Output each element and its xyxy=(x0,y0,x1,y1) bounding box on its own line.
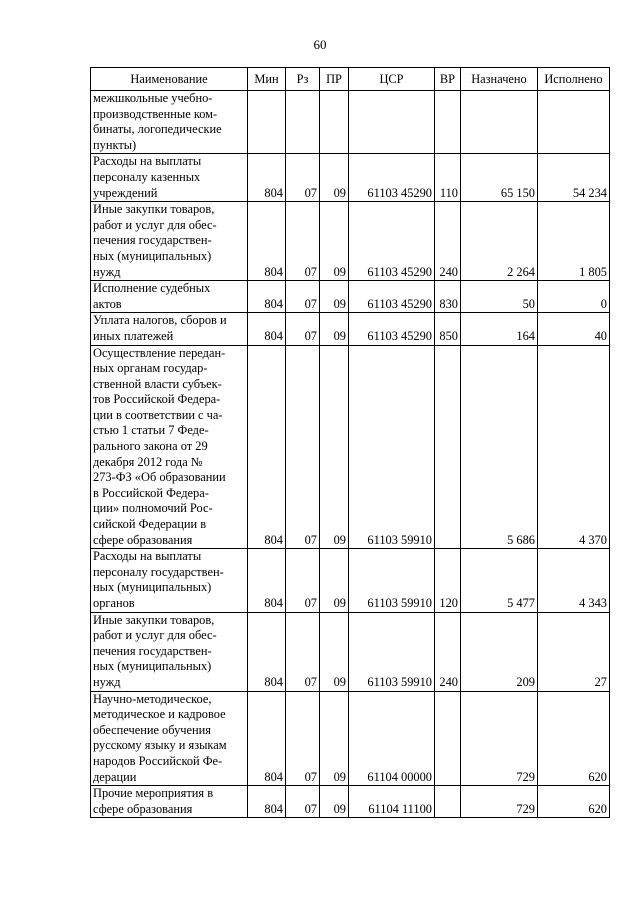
cell-rz: 07 xyxy=(286,549,320,612)
cell-pr: 09 xyxy=(320,549,349,612)
name-line: сийской Федерации в xyxy=(93,517,207,532)
cell-executed: 4 370 xyxy=(538,345,610,549)
page-number: 60 xyxy=(313,37,327,52)
cell-assigned: 50 xyxy=(461,281,538,313)
cell-csr: 61104 00000 xyxy=(349,691,435,786)
cell-executed: 1 805 xyxy=(538,202,610,281)
name-line: обеспечение обучения xyxy=(93,722,211,737)
cell-vr: 110 xyxy=(435,154,461,202)
table-row xyxy=(91,154,610,202)
cell-executed: 620 xyxy=(538,691,610,786)
cell-vr xyxy=(435,345,461,549)
cell-name xyxy=(91,691,248,786)
cell-vr: 240 xyxy=(435,202,461,281)
cell-min: 804 xyxy=(248,313,286,345)
cell-assigned: 2 264 xyxy=(461,202,538,281)
cell-name xyxy=(91,786,248,818)
name-line: персоналу государствен- xyxy=(93,564,224,579)
name-line: межшкольные учебно- xyxy=(93,91,213,105)
cell-rz: 07 xyxy=(286,202,320,281)
name-line: сфере образования xyxy=(93,532,193,547)
name-line: дерации xyxy=(93,769,137,784)
name-line: нужд xyxy=(93,264,121,279)
cell-min: 804 xyxy=(248,154,286,202)
cell-vr xyxy=(435,691,461,786)
name-line: русскому языку и языкам xyxy=(93,738,227,753)
cell-pr: 09 xyxy=(320,612,349,691)
table-row xyxy=(91,786,610,818)
name-line: пункты) xyxy=(93,137,137,152)
cell-min: 804 xyxy=(248,691,286,786)
name-line: работ и услуг для обес- xyxy=(93,628,217,643)
cell-rz: 07 xyxy=(286,691,320,786)
header-vr: ВР xyxy=(435,68,461,91)
cell-csr: 61103 45290 xyxy=(349,281,435,313)
cell-assigned: 65 150 xyxy=(461,154,538,202)
header-name: Наименование xyxy=(91,68,248,91)
cell-name xyxy=(91,549,248,612)
name-line: ции» полномочий Рос- xyxy=(93,501,213,516)
cell-vr xyxy=(435,91,461,154)
cell-csr: 61103 45290 xyxy=(349,313,435,345)
cell-vr: 240 xyxy=(435,612,461,691)
name-line: ных органам государ- xyxy=(93,361,208,376)
cell-name xyxy=(91,612,248,691)
cell-min: 804 xyxy=(248,202,286,281)
cell-min: 804 xyxy=(248,612,286,691)
cell-assigned: 164 xyxy=(461,313,538,345)
name-line: Уплата налогов, сборов и xyxy=(93,313,227,328)
cell-min xyxy=(248,91,286,154)
cell-vr xyxy=(435,786,461,818)
cell-csr: 61103 59910 xyxy=(349,612,435,691)
cell-assigned: 209 xyxy=(461,612,538,691)
cell-name xyxy=(91,154,248,202)
name-line: бинаты, логопедические xyxy=(93,122,222,137)
cell-min: 804 xyxy=(248,786,286,818)
name-line: народов Российской Фе- xyxy=(93,753,223,768)
name-line: Научно-методическое, xyxy=(93,691,212,706)
table-row xyxy=(91,91,610,154)
header-row xyxy=(91,68,610,91)
cell-rz: 07 xyxy=(286,154,320,202)
cell-pr xyxy=(320,91,349,154)
cell-assigned: 5 477 xyxy=(461,549,538,612)
table-body xyxy=(91,91,610,818)
name-line: учреждений xyxy=(93,185,158,200)
name-line: печения государствен- xyxy=(93,643,212,658)
name-line: тов Российской Федера- xyxy=(93,392,221,407)
header-csr: ЦСР xyxy=(349,68,435,91)
cell-rz: 07 xyxy=(286,345,320,549)
name-line: органов xyxy=(93,596,135,610)
cell-name xyxy=(91,345,248,549)
header-min: Мин xyxy=(248,68,286,91)
cell-executed: 4 343 xyxy=(538,549,610,612)
name-line: рального закона от 29 xyxy=(93,439,208,454)
cell-vr: 850 xyxy=(435,313,461,345)
name-line: работ и услуг для обес- xyxy=(93,217,217,232)
name-line: ных (муниципальных) xyxy=(93,248,212,263)
cell-name xyxy=(91,202,248,281)
cell-pr: 09 xyxy=(320,154,349,202)
cell-executed: 620 xyxy=(538,786,610,818)
header-assigned: Назначено xyxy=(461,68,538,91)
cell-csr: 61103 45290 xyxy=(349,202,435,281)
cell-assigned xyxy=(461,91,538,154)
cell-name xyxy=(91,313,248,345)
name-line: Расходы на выплаты xyxy=(93,154,202,169)
cell-csr: 61103 45290 xyxy=(349,154,435,202)
header-executed: Исполнено xyxy=(538,68,610,91)
cell-pr: 09 xyxy=(320,345,349,549)
table-row xyxy=(91,691,610,786)
cell-vr: 120 xyxy=(435,549,461,612)
cell-pr: 09 xyxy=(320,281,349,313)
cell-csr: 61103 59910 xyxy=(349,549,435,612)
name-line: производственные ком- xyxy=(93,106,218,121)
cell-executed xyxy=(538,91,610,154)
table-row xyxy=(91,549,610,612)
name-line: стью 1 статьи 7 Феде- xyxy=(93,423,209,438)
cell-assigned: 729 xyxy=(461,786,538,818)
name-line: Иные закупки товаров, xyxy=(93,612,215,627)
cell-min: 804 xyxy=(248,549,286,612)
name-line: актов xyxy=(93,296,122,311)
cell-rz: 07 xyxy=(286,313,320,345)
cell-name xyxy=(91,281,248,313)
name-line: методическое и кадровое xyxy=(93,707,226,722)
cell-pr: 09 xyxy=(320,786,349,818)
name-line: печения государствен- xyxy=(93,233,212,248)
name-line: Осуществление передан- xyxy=(93,345,226,360)
cell-name xyxy=(91,91,248,154)
name-line: 273-ФЗ «Об образовании xyxy=(93,470,226,485)
name-line: ных (муниципальных) xyxy=(93,659,212,674)
table-row xyxy=(91,202,610,281)
budget-table xyxy=(90,67,610,818)
cell-rz xyxy=(286,91,320,154)
cell-assigned: 5 686 xyxy=(461,345,538,549)
cell-pr: 09 xyxy=(320,691,349,786)
cell-assigned: 729 xyxy=(461,691,538,786)
cell-csr: 61103 59910 xyxy=(349,345,435,549)
cell-min: 804 xyxy=(248,281,286,313)
name-line: ных (муниципальных) xyxy=(93,580,212,595)
cell-vr: 830 xyxy=(435,281,461,313)
name-line: сфере образования xyxy=(93,801,193,816)
cell-rz: 07 xyxy=(286,612,320,691)
cell-csr: 61104 11100 xyxy=(349,786,435,818)
cell-rz: 07 xyxy=(286,281,320,313)
name-line: ции в соответствии с ча- xyxy=(93,407,223,422)
cell-executed: 0 xyxy=(538,281,610,313)
name-line: в Российской Федера- xyxy=(93,485,209,500)
name-line: нужд xyxy=(93,674,121,689)
cell-executed: 27 xyxy=(538,612,610,691)
cell-min: 804 xyxy=(248,345,286,549)
cell-csr xyxy=(349,91,435,154)
name-line: Иные закупки товаров, xyxy=(93,202,215,217)
cell-executed: 54 234 xyxy=(538,154,610,202)
cell-pr: 09 xyxy=(320,202,349,281)
table-row xyxy=(91,281,610,313)
header-pr: ПР xyxy=(320,68,349,91)
name-line: Исполнение судебных xyxy=(93,281,211,296)
name-line: иных платежей xyxy=(93,328,174,343)
header-rz: Рз xyxy=(286,68,320,91)
name-line: Расходы на выплаты xyxy=(93,549,202,564)
cell-rz: 07 xyxy=(286,786,320,818)
cell-executed: 40 xyxy=(538,313,610,345)
table-row xyxy=(91,345,610,549)
table-row xyxy=(91,313,610,345)
cell-pr: 09 xyxy=(320,313,349,345)
table-row xyxy=(91,612,610,691)
name-line: персоналу казенных xyxy=(93,169,201,184)
name-line: Прочие мероприятия в xyxy=(93,786,214,801)
name-line: декабря 2012 года № xyxy=(93,454,203,469)
name-line: ственной власти субъек- xyxy=(93,376,222,391)
